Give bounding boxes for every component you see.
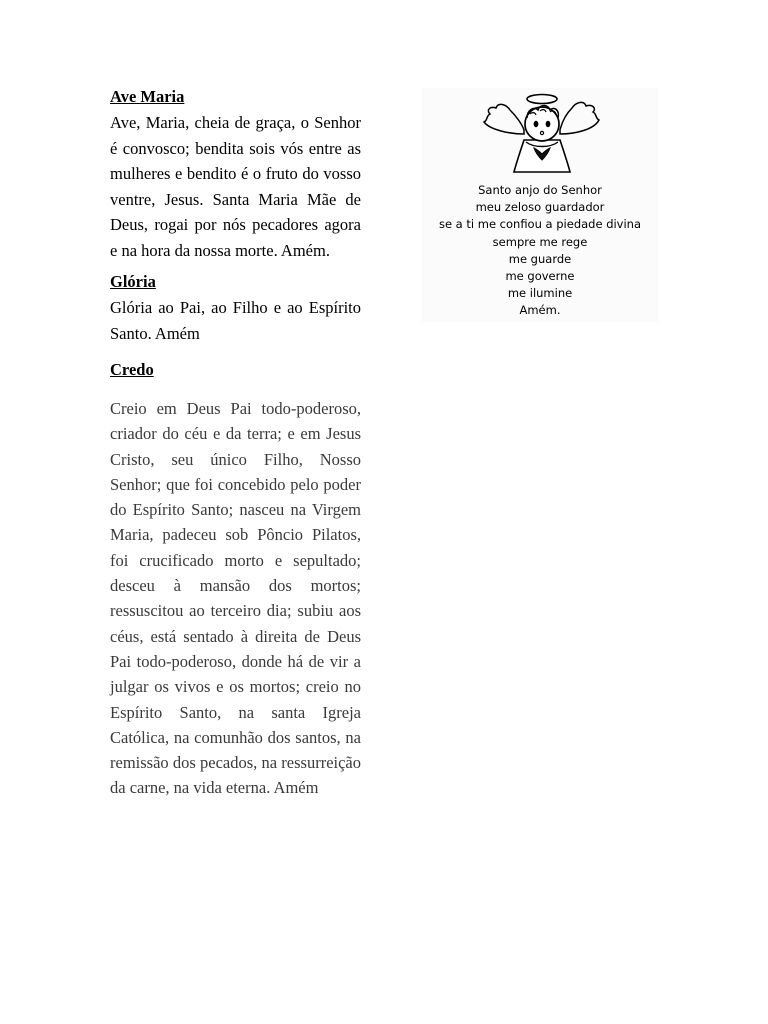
credo-text: Creio em Deus Pai todo-poderoso, criador do céu e da terra; e em Jesus Cristo, seu único Filho, Nosso Senhor; que foi concebido pelo poder do Espírito Santo; nasceu na Virgem Maria, padeceu sob Pôncio Pilatos, foi crucificado morto e sepultado; desceu à mansão dos mortos; ressuscitou ao terceiro dia; subiu aos céus, está sentado à direita de Deus Pai todo-poderoso, donde há de vir a julgar os vivos e os mortos; creio no Espírito Santo, na santa Igreja Católica, na comunhão dos santos, na remissão dos pecados, na ressurreição da carne, na vida eterna. Amém	[110, 399, 361, 798]
right-wing-icon	[560, 102, 599, 134]
left-wing-icon	[484, 104, 524, 134]
angel-prayer-line: sempre me rege	[492, 234, 588, 249]
halo-icon	[527, 95, 557, 104]
prayer-column	[110, 84, 361, 801]
angel-prayer-line: Amém.	[519, 303, 561, 318]
angel-head-icon	[525, 107, 559, 141]
angel-illustration	[480, 90, 600, 174]
angel-prayer-line: Santo anjo do Senhor	[478, 183, 602, 197]
angel-prayer-line: se a ti me confiou a piedade divina	[438, 217, 642, 232]
gloria-title: Glória	[110, 272, 156, 291]
guardian-angel-card	[422, 88, 658, 322]
ave-maria-title: Ave Maria	[110, 87, 185, 106]
angel-prayer-line: meu zeloso guardador	[475, 200, 605, 215]
gloria-text: Glória ao Pai, ao Filho e ao Espírito Santo. Amém	[110, 298, 361, 343]
angel-prayer-line: me guarde	[508, 251, 572, 266]
angel-prayer-text	[422, 182, 658, 320]
credo-title: Credo	[110, 360, 154, 379]
angel-prayer-line: me ilumine	[507, 286, 573, 301]
angel-prayer-line: me governe	[505, 269, 575, 284]
ave-maria-text: Ave, Maria, cheia de graça, o Senhor é convosco; bendita sois vós entre as mulheres e bendito é o fruto do vosso ventre, Jesus. Santa Maria Mãe de Deus, rogai por nós pecadores agora e na hora da nossa morte. Amém.	[110, 113, 361, 260]
